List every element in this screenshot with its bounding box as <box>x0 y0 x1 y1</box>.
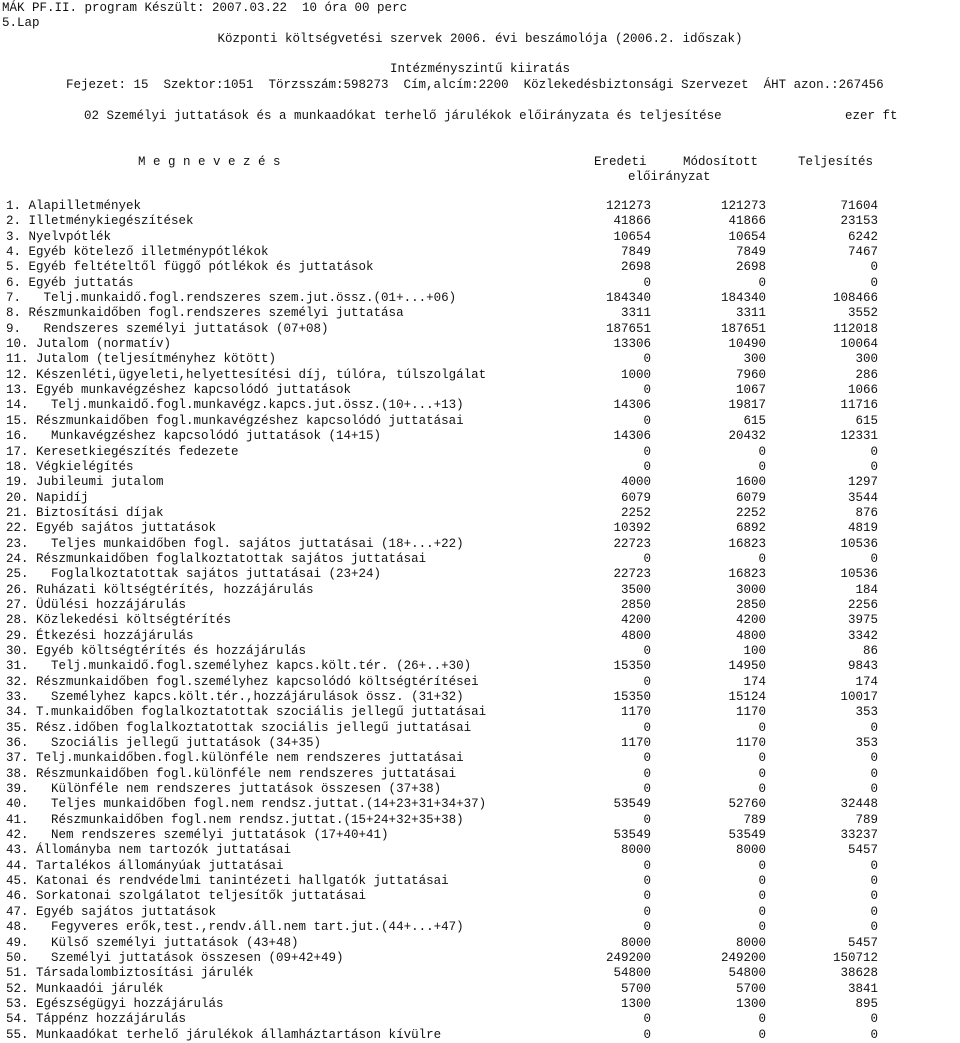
original-value: 0 <box>643 1027 651 1042</box>
modified-value: 19817 <box>728 398 766 413</box>
actual-value: 86 <box>862 643 878 658</box>
original-value: 14306 <box>613 398 651 413</box>
table-row <box>0 874 960 889</box>
modified-value: 6079 <box>735 490 766 505</box>
original-value: 2850 <box>620 597 651 612</box>
table-row <box>0 659 960 674</box>
actual-value: 3342 <box>847 628 878 643</box>
actual-value: 5457 <box>847 843 878 858</box>
modified-value: 0 <box>758 889 766 904</box>
original-value: 3500 <box>620 582 651 597</box>
original-value: 15350 <box>613 659 651 674</box>
original-value: 10392 <box>613 521 651 536</box>
modified-value: 187651 <box>720 321 766 336</box>
row-label: 33. Személyhez kapcs.költ.tér.,hozzájárulások össz. (31+32) <box>6 690 464 704</box>
table-row <box>0 613 960 628</box>
actual-value: 184 <box>855 582 878 597</box>
actual-value: 1066 <box>847 383 878 398</box>
original-value: 0 <box>643 766 651 781</box>
actual-value: 789 <box>855 812 878 827</box>
table-row <box>0 828 960 843</box>
column-header-modified: Módosított <box>683 155 759 169</box>
actual-value: 300 <box>855 352 878 367</box>
row-label: 7. Telj.munkaidő.fogl.rendszeres szem.jut.össz.(01+...+06) <box>6 291 457 306</box>
row-label: 22. Egyéb sajátos juttatások <box>6 521 217 536</box>
table-row <box>0 997 960 1012</box>
modified-value: 0 <box>758 904 766 919</box>
column-header-modified-sub: előirányzat <box>628 170 711 184</box>
column-header-original: Eredeti <box>594 155 647 169</box>
actual-value: 353 <box>855 705 878 720</box>
original-value: 1000 <box>620 367 651 382</box>
original-value: 184340 <box>605 291 651 306</box>
original-value: 0 <box>643 352 651 367</box>
original-value: 249200 <box>605 950 651 965</box>
modified-value: 0 <box>758 1012 766 1027</box>
table-row <box>0 214 960 229</box>
table-row <box>0 245 960 260</box>
modified-value: 4800 <box>735 628 766 643</box>
actual-value: 0 <box>870 1012 878 1027</box>
table-row <box>0 260 960 275</box>
table-row <box>0 629 960 644</box>
original-value: 0 <box>643 720 651 735</box>
row-label: 13. Egyéb munkavégzéshez kapcsolódó juttatások <box>6 383 352 398</box>
row-label: 17. Keresetkiegészítés fedezete <box>6 444 239 459</box>
modified-value: 7849 <box>735 245 766 260</box>
modified-value: 15124 <box>728 690 766 704</box>
original-value: 13306 <box>613 337 651 352</box>
actual-value: 0 <box>870 889 878 904</box>
row-label: 48. Fegyveres erők,test.,rendv.áll.nem tart.jut.(44+...+47) <box>6 920 464 935</box>
row-label: 23. Teljes munkaidőben fogl. sajátos juttatásai (18+...+22) <box>6 536 464 551</box>
modified-value: 0 <box>758 782 766 797</box>
actual-value: 0 <box>870 920 878 935</box>
actual-value: 615 <box>855 413 878 428</box>
original-value: 121273 <box>605 199 651 213</box>
modified-value: 41866 <box>728 214 766 229</box>
row-label: 35. Rész.időben foglalkoztatottak szociális jellegű juttatásai <box>6 720 472 735</box>
modified-value: 4200 <box>735 613 766 628</box>
actual-value: 876 <box>855 505 878 520</box>
modified-value: 1067 <box>735 383 766 398</box>
modified-value: 6892 <box>735 521 766 536</box>
row-label: 55. Munkaadókat terhelő járulékok államháztartáson kívülre <box>6 1027 442 1042</box>
table-row <box>0 521 960 536</box>
actual-value: 112018 <box>832 321 878 336</box>
actual-value: 0 <box>870 444 878 459</box>
modified-value: 121273 <box>720 199 766 213</box>
table-row <box>0 797 960 812</box>
modified-value: 8000 <box>735 843 766 858</box>
page-label: 5.Lap <box>2 16 40 30</box>
row-label: 11. Jutalom (teljesítményhez kötött) <box>6 352 277 367</box>
actual-value: 1297 <box>847 475 878 490</box>
actual-value: 32448 <box>840 797 878 812</box>
original-value: 4000 <box>620 475 651 490</box>
modified-value: 52760 <box>728 797 766 812</box>
modified-value: 54800 <box>728 966 766 981</box>
actual-value: 0 <box>870 720 878 735</box>
row-label: 51. Társadalombiztosítási járulék <box>6 966 254 981</box>
table-row <box>0 429 960 444</box>
original-value: 14306 <box>613 429 651 444</box>
modified-value: 5700 <box>735 981 766 996</box>
modified-value: 3000 <box>735 582 766 597</box>
table-row <box>0 813 960 828</box>
table-row <box>0 936 960 951</box>
table-row <box>0 537 960 552</box>
table-row <box>0 889 960 904</box>
original-value: 5700 <box>620 981 651 996</box>
original-value: 15350 <box>613 690 651 704</box>
original-value: 0 <box>643 889 651 904</box>
original-value: 3311 <box>620 306 651 321</box>
table-row <box>0 1012 960 1027</box>
original-value: 2252 <box>620 505 651 520</box>
row-label: 31. Telj.munkaidő.fogl.személyhez kapcs.költ.tér. (26+..+30) <box>6 659 472 674</box>
table-row <box>0 859 960 874</box>
modified-value: 1170 <box>735 736 766 751</box>
modified-value: 53549 <box>728 828 766 843</box>
row-label: 1. Alapilletmények <box>6 199 142 213</box>
original-value: 2698 <box>620 260 651 275</box>
original-value: 0 <box>643 383 651 398</box>
original-value: 0 <box>643 812 651 827</box>
table-row <box>0 966 960 981</box>
actual-value: 10064 <box>840 337 878 352</box>
actual-value: 0 <box>870 275 878 290</box>
modified-value: 1600 <box>735 475 766 490</box>
original-value: 22723 <box>613 536 651 551</box>
table-row <box>0 644 960 659</box>
modified-value: 100 <box>743 643 766 658</box>
row-label: 45. Katonai és rendvédelmi tanintézeti hallgatók juttatásai <box>6 874 449 889</box>
modified-value: 10490 <box>728 337 766 352</box>
modified-value: 7960 <box>735 367 766 382</box>
row-label: 27. Üdülési hozzájárulás <box>6 597 187 612</box>
actual-value: 895 <box>855 996 878 1011</box>
row-label: 29. Étkezési hozzájárulás <box>6 628 194 643</box>
report-subtitle: Intézményszintű kiiratás <box>389 62 571 76</box>
actual-value: 3544 <box>847 490 878 505</box>
row-label: 37. Telj.munkaidőben.fogl.különféle nem rendszeres juttatásai <box>6 751 464 766</box>
table-row <box>0 598 960 613</box>
row-label: 54. Táppénz hozzájárulás <box>6 1012 187 1027</box>
table-row <box>0 736 960 751</box>
modified-value: 0 <box>758 551 766 566</box>
table-row <box>0 751 960 766</box>
actual-value: 23153 <box>840 214 878 229</box>
table-row <box>0 322 960 337</box>
row-label: 14. Telj.munkaidő.fogl.munkavégz.kapcs.jut.össz.(10+...+13) <box>6 398 464 413</box>
original-value: 8000 <box>620 843 651 858</box>
actual-value: 9843 <box>847 659 878 674</box>
actual-value: 38628 <box>840 966 878 981</box>
actual-value: 0 <box>870 260 878 275</box>
actual-value: 0 <box>870 874 878 889</box>
row-label: 43. Állományba nem tartozók juttatásai <box>6 843 292 858</box>
original-value: 187651 <box>605 321 651 336</box>
row-label: 6. Egyéb juttatás <box>6 275 134 290</box>
table-row <box>0 552 960 567</box>
row-label: 32. Részmunkaidőben fogl.személyhez kapcsolódó költségtérítései <box>6 674 479 689</box>
table-row <box>0 567 960 582</box>
row-label: 2. Illetménykiegészítések <box>6 214 194 229</box>
row-label: 44. Tartalékos állományúak juttatásai <box>6 858 284 873</box>
actual-value: 150712 <box>832 950 878 965</box>
table-row <box>0 583 960 598</box>
modified-value: 0 <box>758 766 766 781</box>
row-label: 3. Nyelvpótlék <box>6 229 112 244</box>
table-row <box>0 843 960 858</box>
table-row <box>0 398 960 413</box>
row-label: 20. Napidíj <box>6 490 89 505</box>
actual-value: 10536 <box>840 567 878 582</box>
actual-value: 0 <box>870 766 878 781</box>
actual-value: 3552 <box>847 306 878 321</box>
modified-value: 0 <box>758 858 766 873</box>
original-value: 1170 <box>620 705 651 720</box>
row-label: 8. Részmunkaidőben fogl.rendszeres személyi juttatása <box>6 306 404 321</box>
original-value: 4200 <box>620 613 651 628</box>
row-label: 26. Ruházati költségtérítés, hozzájárulás <box>6 582 314 597</box>
original-value: 53549 <box>613 797 651 812</box>
table-row <box>0 337 960 352</box>
table-row <box>0 767 960 782</box>
modified-value: 2252 <box>735 505 766 520</box>
original-value: 0 <box>643 444 651 459</box>
table-row <box>0 675 960 690</box>
row-label: 34. T.munkaidőben foglalkoztatottak szociális jellegű juttatásai <box>6 705 487 720</box>
modified-value: 1300 <box>735 996 766 1011</box>
original-value: 0 <box>643 643 651 658</box>
actual-value: 7467 <box>847 245 878 260</box>
actual-value: 0 <box>870 782 878 797</box>
data-table <box>0 199 960 1043</box>
table-row <box>0 920 960 935</box>
original-value: 0 <box>643 413 651 428</box>
program-line: MÁK PF.II. program Készült: 2007.03.22 10 óra 00 perc <box>2 1 408 15</box>
row-label: 21. Biztosítási díjak <box>6 505 164 520</box>
row-label: 5. Egyéb feltételtől függő pótlékok és juttatások <box>6 260 374 275</box>
actual-value: 2256 <box>847 597 878 612</box>
row-label: 18. Végkielégítés <box>6 459 134 474</box>
table-row <box>0 230 960 245</box>
column-header-actual: Teljesítés <box>798 155 874 169</box>
original-value: 0 <box>643 275 651 290</box>
row-label: 10. Jutalom (normatív) <box>6 337 172 352</box>
modified-value: 0 <box>758 720 766 735</box>
table-row <box>0 199 960 214</box>
actual-value: 0 <box>870 459 878 474</box>
modified-value: 3311 <box>735 306 766 321</box>
table-row <box>0 782 960 797</box>
modified-value: 0 <box>758 275 766 290</box>
row-label: 40. Teljes munkaidőben fogl.nem rendsz.juttat.(14+23+31+34+37) <box>6 797 487 812</box>
table-row <box>0 721 960 736</box>
row-label: 9. Rendszeres személyi juttatások (07+08) <box>6 321 329 336</box>
modified-value: 2850 <box>735 597 766 612</box>
unit-label: ezer ft <box>845 109 898 123</box>
table-row <box>0 383 960 398</box>
modified-value: 10654 <box>728 229 766 244</box>
actual-value: 174 <box>855 674 878 689</box>
modified-value: 14950 <box>728 659 766 674</box>
modified-value: 16823 <box>728 536 766 551</box>
actual-value: 0 <box>870 551 878 566</box>
row-label: 36. Szociális jellegű juttatások (34+35) <box>6 736 322 751</box>
actual-value: 0 <box>870 904 878 919</box>
original-value: 0 <box>643 674 651 689</box>
modified-value: 8000 <box>735 935 766 950</box>
row-label: 46. Sorkatonai szolgálatot teljesítők juttatásai <box>6 889 367 904</box>
row-label: 25. Foglalkoztatottak sajátos juttatásai (23+24) <box>6 567 382 582</box>
row-label: 12. Készenléti,ügyeleti,helyettesítési díj, túlóra, túlszolgálat <box>6 367 487 382</box>
modified-value: 174 <box>743 674 766 689</box>
modified-value: 20432 <box>728 429 766 444</box>
column-header-name: M e g n e v e z é s <box>138 155 281 169</box>
original-value: 4800 <box>620 628 651 643</box>
original-value: 0 <box>643 459 651 474</box>
table-row <box>0 951 960 966</box>
table-row <box>0 276 960 291</box>
modified-value: 1170 <box>735 705 766 720</box>
original-value: 0 <box>643 751 651 766</box>
row-label: 41. Részmunkaidőben fogl.nem rendsz.juttat.(15+24+32+35+38) <box>6 812 464 827</box>
table-row <box>0 368 960 383</box>
table-row <box>0 982 960 997</box>
table-row <box>0 690 960 705</box>
row-label: 30. Egyéb költségtérítés és hozzájárulás <box>6 643 307 658</box>
table-row <box>0 306 960 321</box>
actual-value: 6242 <box>847 229 878 244</box>
modified-value: 184340 <box>720 291 766 306</box>
actual-value: 286 <box>855 367 878 382</box>
row-label: 49. Külső személyi juttatások (43+48) <box>6 935 299 950</box>
table-row <box>0 414 960 429</box>
original-value: 0 <box>643 904 651 919</box>
modified-value: 0 <box>758 751 766 766</box>
actual-value: 0 <box>870 1027 878 1042</box>
row-label: 52. Munkaadói járulék <box>6 981 164 996</box>
actual-value: 3975 <box>847 613 878 628</box>
modified-value: 300 <box>743 352 766 367</box>
row-label: 28. Közlekedési költségtérítés <box>6 613 232 628</box>
modified-value: 0 <box>758 874 766 889</box>
original-value: 0 <box>643 858 651 873</box>
table-row <box>0 460 960 475</box>
actual-value: 108466 <box>832 291 878 306</box>
actual-value: 353 <box>855 736 878 751</box>
row-label: 15. Részmunkaidőben fogl.munkavégzéshez kapcsolódó juttatásai <box>6 413 464 428</box>
table-row <box>0 445 960 460</box>
modified-value: 615 <box>743 413 766 428</box>
original-value: 53549 <box>613 828 651 843</box>
actual-value: 12331 <box>840 429 878 444</box>
modified-value: 249200 <box>720 950 766 965</box>
table-row <box>0 352 960 367</box>
original-value: 0 <box>643 920 651 935</box>
section-title: 02 Személyi juttatások és a munkaadókat terhelő járulékok előirányzata és teljesítése <box>84 109 722 123</box>
row-label: 53. Egészségügyi hozzájárulás <box>6 996 224 1011</box>
table-row <box>0 291 960 306</box>
actual-value: 5457 <box>847 935 878 950</box>
original-value: 0 <box>643 551 651 566</box>
row-label: 4. Egyéb kötelező illetménypótlékok <box>6 245 269 260</box>
modified-value: 789 <box>743 812 766 827</box>
original-value: 6079 <box>620 490 651 505</box>
original-value: 7849 <box>620 245 651 260</box>
original-value: 22723 <box>613 567 651 582</box>
original-value: 1300 <box>620 996 651 1011</box>
modified-value: 0 <box>758 920 766 935</box>
actual-value: 71604 <box>840 199 878 213</box>
row-label: 50. Személyi juttatások összesen (09+42+49) <box>6 950 344 965</box>
row-label: 24. Részmunkaidőben foglalkoztatottak sajátos juttatásai <box>6 551 427 566</box>
original-value: 0 <box>643 782 651 797</box>
actual-value: 3841 <box>847 981 878 996</box>
modified-value: 2698 <box>735 260 766 275</box>
row-label: 19. Jubileumi jutalom <box>6 475 164 490</box>
table-row <box>0 705 960 720</box>
modified-value: 0 <box>758 1027 766 1042</box>
actual-value: 4819 <box>847 521 878 536</box>
actual-value: 10017 <box>840 690 878 704</box>
original-value: 0 <box>643 1012 651 1027</box>
original-value: 8000 <box>620 935 651 950</box>
organization-line: Fejezet: 15 Szektor:1051 Törzsszám:598273 Cím,alcím:2200 Közlekedésbiztonsági Szervezet ÁHT azon.:267456 <box>66 78 884 92</box>
row-label: 16. Munkavégzéshez kapcsolódó juttatások (14+15) <box>6 429 382 444</box>
actual-value: 11716 <box>840 398 878 413</box>
table-row <box>0 475 960 490</box>
actual-value: 0 <box>870 858 878 873</box>
actual-value: 33237 <box>840 828 878 843</box>
original-value: 0 <box>643 874 651 889</box>
original-value: 10654 <box>613 229 651 244</box>
original-value: 41866 <box>613 214 651 229</box>
table-row <box>0 905 960 920</box>
row-label: 38. Részmunkaidőben fogl.különféle nem rendszeres juttatásai <box>6 766 457 781</box>
table-row <box>0 506 960 521</box>
modified-value: 0 <box>758 459 766 474</box>
row-label: 42. Nem rendszeres személyi juttatások (17+40+41) <box>6 828 389 843</box>
modified-value: 0 <box>758 444 766 459</box>
modified-value: 16823 <box>728 567 766 582</box>
original-value: 1170 <box>620 736 651 751</box>
row-label: 47. Egyéb sajátos juttatások <box>6 904 217 919</box>
table-row <box>0 491 960 506</box>
actual-value: 0 <box>870 751 878 766</box>
original-value: 54800 <box>613 966 651 981</box>
report-title: Központi költségvetési szervek 2006. évi beszámolója (2006.2. időszak) <box>217 32 743 46</box>
row-label: 39. Különféle nem rendszeres juttatások összesen (37+38) <box>6 782 442 797</box>
actual-value: 10536 <box>840 536 878 551</box>
table-row <box>0 1028 960 1043</box>
